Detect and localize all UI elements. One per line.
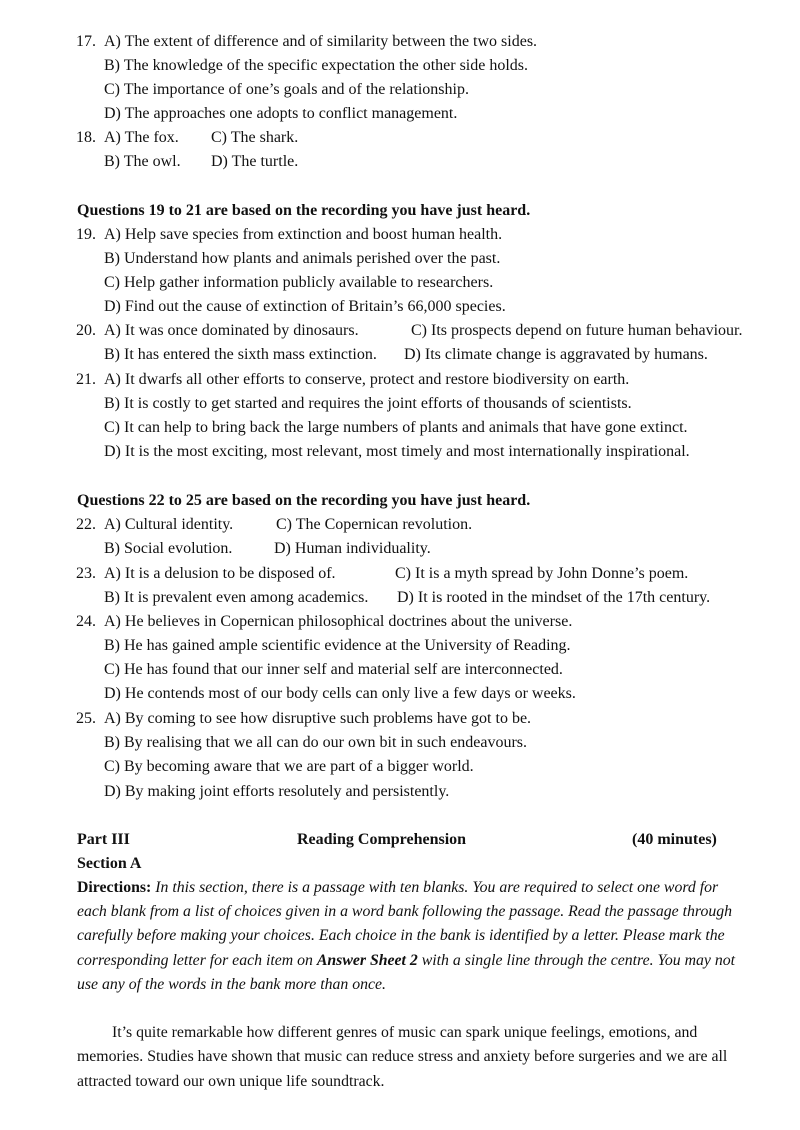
option-b: B) By realising that we all can do our own bit in such endeavours. [104, 734, 528, 751]
option-c: C) It can help to bring back the large numbers of plants and animals that have gone extinct. [104, 419, 688, 436]
part-label: Part III [77, 831, 130, 848]
option-a: A) By coming to see how disruptive such problems have got to be. [104, 710, 532, 727]
option-c: C) He has found that our inner self and material self are interconnected. [104, 661, 563, 678]
option-a: A) The extent of difference and of similarity between the two sides. [104, 33, 538, 50]
option-c: C) Its prospects depend on future human behaviour. [411, 322, 743, 339]
option-a: A) Help save species from extinction and boost human health. [104, 226, 503, 243]
option-d: D) He contends most of our body cells can only live a few days or weeks. [104, 685, 576, 702]
option-a: A) It is a delusion to be disposed of. [104, 565, 336, 582]
option-d: D) The approaches one adopts to conflict management. [104, 105, 458, 122]
option-b: B) It is prevalent even among academics. [104, 589, 369, 606]
option-b: B) He has gained ample scientific evidence at the University of Reading. [104, 637, 571, 654]
directions-text-end: with a single line through the centre. You may not use any of the words in the bank more than once. [77, 951, 736, 993]
option-a: A) It was once dominated by dinosaurs. [104, 322, 359, 339]
question-number: 20. [76, 322, 96, 339]
option-c: C) The Copernican revolution. [276, 516, 473, 533]
question-number: 25. [76, 710, 96, 727]
option-c: C) By becoming aware that we are part of a bigger world. [104, 758, 474, 775]
question-number: 17. [76, 33, 96, 50]
option-b: B) It is costly to get started and requires the joint efforts of thousands of scientists. [104, 395, 632, 412]
answer-sheet-ref: Answer Sheet 2 [316, 951, 418, 969]
directions-text: In this section, there is a passage with ten blanks. You are required to select one word for each blank from a list of choices given in a word bank following the passage. Read the passage through carefully before making your choices. Each choice in the bank is identified by a letter. Please mark the corresponding letter for each item on [77, 879, 733, 969]
option-b: B) It has entered the sixth mass extinction. [104, 346, 377, 363]
option-c: C) The shark. [211, 129, 299, 146]
section-heading: Questions 22 to 25 are based on the recording you have just heard. [77, 492, 531, 509]
section-heading: Questions 19 to 21 are based on the recording you have just heard. [77, 202, 531, 219]
directions-label: Directions: [77, 879, 152, 896]
option-d: D) It is rooted in the mindset of the 17th century. [397, 589, 711, 606]
option-a: A) Cultural identity. [104, 516, 234, 533]
part-title: Reading Comprehension [297, 831, 467, 848]
question-number: 22. [76, 516, 96, 533]
option-b: B) The owl. [104, 153, 181, 170]
option-a: A) It dwarfs all other efforts to conserve, protect and restore biodiversity on earth. [104, 371, 630, 388]
option-c: C) The importance of one’s goals and of the relationship. [104, 81, 469, 98]
question-number: 21. [76, 371, 96, 388]
question-number: 18. [76, 129, 96, 146]
directions [77, 876, 737, 997]
question-number: 19. [76, 226, 96, 243]
question-number: 23. [76, 565, 96, 582]
option-d: D) The turtle. [211, 153, 299, 170]
option-c: C) Help gather information publicly available to researchers. [104, 274, 494, 291]
option-d: D) Human individuality. [274, 540, 431, 557]
option-d: D) By making joint efforts resolutely and persistently. [104, 783, 450, 800]
option-a: A) He believes in Copernican philosophical doctrines about the universe. [104, 613, 573, 630]
option-b: B) The knowledge of the specific expectation the other side holds. [104, 57, 529, 74]
option-d: D) It is the most exciting, most relevant, most timely and most internationally inspirational. [104, 443, 690, 460]
option-d: D) Find out the cause of extinction of Britain’s 66,000 species. [104, 298, 506, 315]
option-a: A) The fox. [104, 129, 179, 146]
passage-paragraph: It’s quite remarkable how different genres of music can spark unique feelings, emotions, and memories. Studies have shown that music can reduce stress and anxiety before surgeries and we are all attracted toward our own unique life soundtrack. [77, 1024, 728, 1090]
section-label: Section A [77, 855, 142, 872]
option-d: D) Its climate change is aggravated by humans. [404, 346, 708, 363]
option-b: B) Understand how plants and animals perished over the past. [104, 250, 501, 267]
question-number: 24. [76, 613, 96, 630]
option-b: B) Social evolution. [104, 540, 233, 557]
option-c: C) It is a myth spread by John Donne’s poem. [395, 565, 689, 582]
part-time: (40 minutes) [632, 831, 717, 848]
